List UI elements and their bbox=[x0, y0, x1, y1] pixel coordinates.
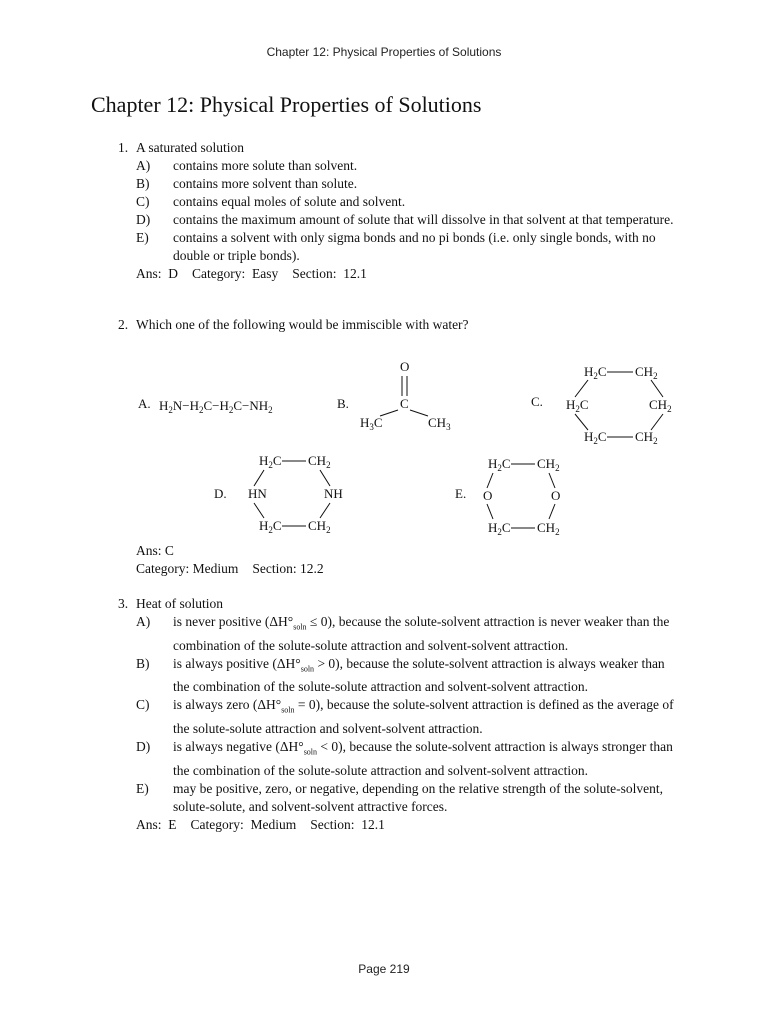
option-letter: C) bbox=[136, 194, 150, 209]
option-text: may be positive, zero, or negative, depending on the relative strength of the solute-solvent, solute-solute, and solvent-solvent attractive forces. bbox=[173, 780, 663, 814]
page-title: Chapter 12: Physical Properties of Solutions bbox=[91, 92, 482, 117]
option-text: contains the maximum amount of solute that will dissolve in that solvent at that temperature. bbox=[173, 212, 674, 227]
ring-bond bbox=[651, 380, 663, 397]
structure-label-a: A. bbox=[138, 396, 151, 411]
answer-meta bbox=[136, 560, 678, 578]
option-letter: D) bbox=[136, 739, 151, 755]
structure-choices bbox=[125, 352, 705, 542]
option-text: is always negative $(\Delta H^\circ_{soln} < 0)$, because the solute-solvent attraction is always stronger than the combination of the solute-solute attraction and solvent-solvent attraction. bbox=[173, 739, 673, 778]
ring-atom: $H_2C$ bbox=[584, 364, 607, 381]
option-letter: B) bbox=[136, 655, 150, 671]
ring-atom: $H_2C$ bbox=[488, 520, 511, 537]
ring-atom-n: HN bbox=[248, 486, 267, 501]
question-stem: A saturated solution bbox=[136, 140, 244, 155]
option-b bbox=[136, 655, 678, 697]
option-d bbox=[136, 211, 678, 229]
question-2 bbox=[118, 316, 678, 334]
question-stem: Which one of the following would be immiscible with water? bbox=[136, 317, 469, 332]
ring-atom-o: O bbox=[551, 488, 561, 503]
ring-bond bbox=[549, 473, 555, 488]
structure-label-e: E. bbox=[455, 486, 467, 501]
option-letter: C) bbox=[136, 697, 150, 713]
ring-bond bbox=[320, 503, 330, 518]
ring-atom: $H_2C$ bbox=[566, 397, 589, 414]
ring-bond bbox=[254, 470, 264, 486]
answer: Ans: C bbox=[136, 543, 174, 558]
option-b bbox=[136, 175, 678, 193]
ring-bond bbox=[487, 473, 493, 488]
option-a bbox=[136, 613, 678, 655]
option-a bbox=[136, 157, 678, 175]
category: Category: Easy bbox=[192, 266, 279, 281]
ring-atom-o: O bbox=[483, 488, 493, 503]
structure-b-right: $CH_3$ bbox=[428, 415, 451, 432]
option-c bbox=[136, 696, 678, 738]
ring-atom: $CH_2$ bbox=[537, 456, 560, 473]
structure-b-oxygen: O bbox=[400, 359, 410, 374]
option-text: is always zero $(\Delta H^\circ_{soln} = 0)$, because the solute-solvent attraction is defined as the average of the solute-solute attraction and solvent-solvent attraction. bbox=[173, 697, 674, 737]
ring-atom: $H_2C$ bbox=[584, 429, 607, 446]
option-text: contains more solute than solvent. bbox=[173, 158, 358, 173]
answer: Ans: D bbox=[136, 266, 179, 281]
option-letter: A) bbox=[136, 158, 151, 173]
single-bond bbox=[410, 410, 428, 416]
option-letter: A) bbox=[136, 614, 151, 629]
structure-label-c: C. bbox=[531, 394, 543, 409]
ring-atom: $CH_2$ bbox=[635, 364, 658, 381]
single-bond bbox=[380, 410, 398, 416]
option-letter: E) bbox=[136, 780, 149, 796]
structure-b-carbon: C bbox=[400, 396, 409, 411]
question-3 bbox=[118, 595, 678, 834]
ring-bond bbox=[320, 470, 330, 486]
category: Category: Medium bbox=[190, 816, 297, 832]
question-number: 2. bbox=[118, 317, 129, 332]
question-1 bbox=[118, 139, 678, 283]
option-text: contains more solvent than solute. bbox=[173, 176, 358, 191]
section: Section: 12.2 bbox=[252, 561, 324, 576]
section: Section: 12.1 bbox=[310, 816, 385, 832]
ring-bond bbox=[549, 504, 555, 519]
ring-atom: $CH_2$ bbox=[308, 453, 331, 470]
ring-atom-n: NH bbox=[324, 486, 343, 501]
ring-atom: $CH_2$ bbox=[649, 397, 672, 414]
ring-bond bbox=[487, 504, 493, 519]
structure-label-d: D. bbox=[214, 486, 227, 501]
option-letter: B) bbox=[136, 176, 150, 191]
option-e bbox=[136, 780, 678, 816]
page-number: Page 219 bbox=[358, 962, 410, 976]
category: Category: Medium bbox=[136, 561, 239, 576]
question-2-answer bbox=[118, 542, 678, 578]
structure-a-formula: $H_2N-H_2C-H_2C-NH_2$ bbox=[159, 398, 273, 415]
ring-atom: $H_2C$ bbox=[259, 453, 282, 470]
option-text: contains equal moles of solute and solvent. bbox=[173, 194, 406, 209]
option-d bbox=[136, 738, 678, 780]
option-letter: D) bbox=[136, 212, 151, 227]
question-number: 1. bbox=[118, 140, 129, 155]
structures-svg bbox=[125, 352, 705, 542]
ring-bond bbox=[575, 380, 588, 397]
ring-atom: $CH_2$ bbox=[635, 429, 658, 446]
section: Section: 12.1 bbox=[292, 266, 367, 281]
structure-label-b: B. bbox=[337, 396, 349, 411]
ring-bond bbox=[254, 503, 264, 518]
ring-atom: $H_2C$ bbox=[488, 456, 511, 473]
answer: Ans: E bbox=[136, 816, 177, 832]
option-letter: E) bbox=[136, 230, 149, 245]
question-number: 3. bbox=[118, 596, 129, 611]
running-header: Chapter 12: Physical Properties of Solutions bbox=[266, 45, 502, 59]
answer-line bbox=[136, 816, 678, 834]
option-text: contains a solvent with only sigma bonds and no pi bonds (i.e. only single bonds, with no double or triple bonds). bbox=[173, 230, 656, 263]
option-c bbox=[136, 193, 678, 211]
structure-b-left: $H_3C$ bbox=[360, 415, 383, 432]
option-text: is never positive $(\Delta H^\circ_{soln} \le 0)$, because the solute-solvent attraction is never weaker than the combination of the solute-solute attraction and solvent-solvent attraction. bbox=[173, 614, 670, 653]
ring-atom: $CH_2$ bbox=[308, 518, 331, 535]
ring-bond bbox=[651, 414, 663, 430]
ring-atom: $H_2C$ bbox=[259, 518, 282, 535]
question-stem: Heat of solution bbox=[136, 596, 223, 611]
ring-bond bbox=[575, 414, 588, 430]
option-text: is always positive $(\Delta H^\circ_{soln} > 0)$, because the solute-solvent attraction is always weaker than the combination of the solute-solute attraction and solvent-solvent attraction. bbox=[173, 655, 665, 695]
answer-line bbox=[136, 265, 678, 283]
ring-atom: $CH_2$ bbox=[537, 520, 560, 537]
option-e bbox=[136, 229, 678, 265]
